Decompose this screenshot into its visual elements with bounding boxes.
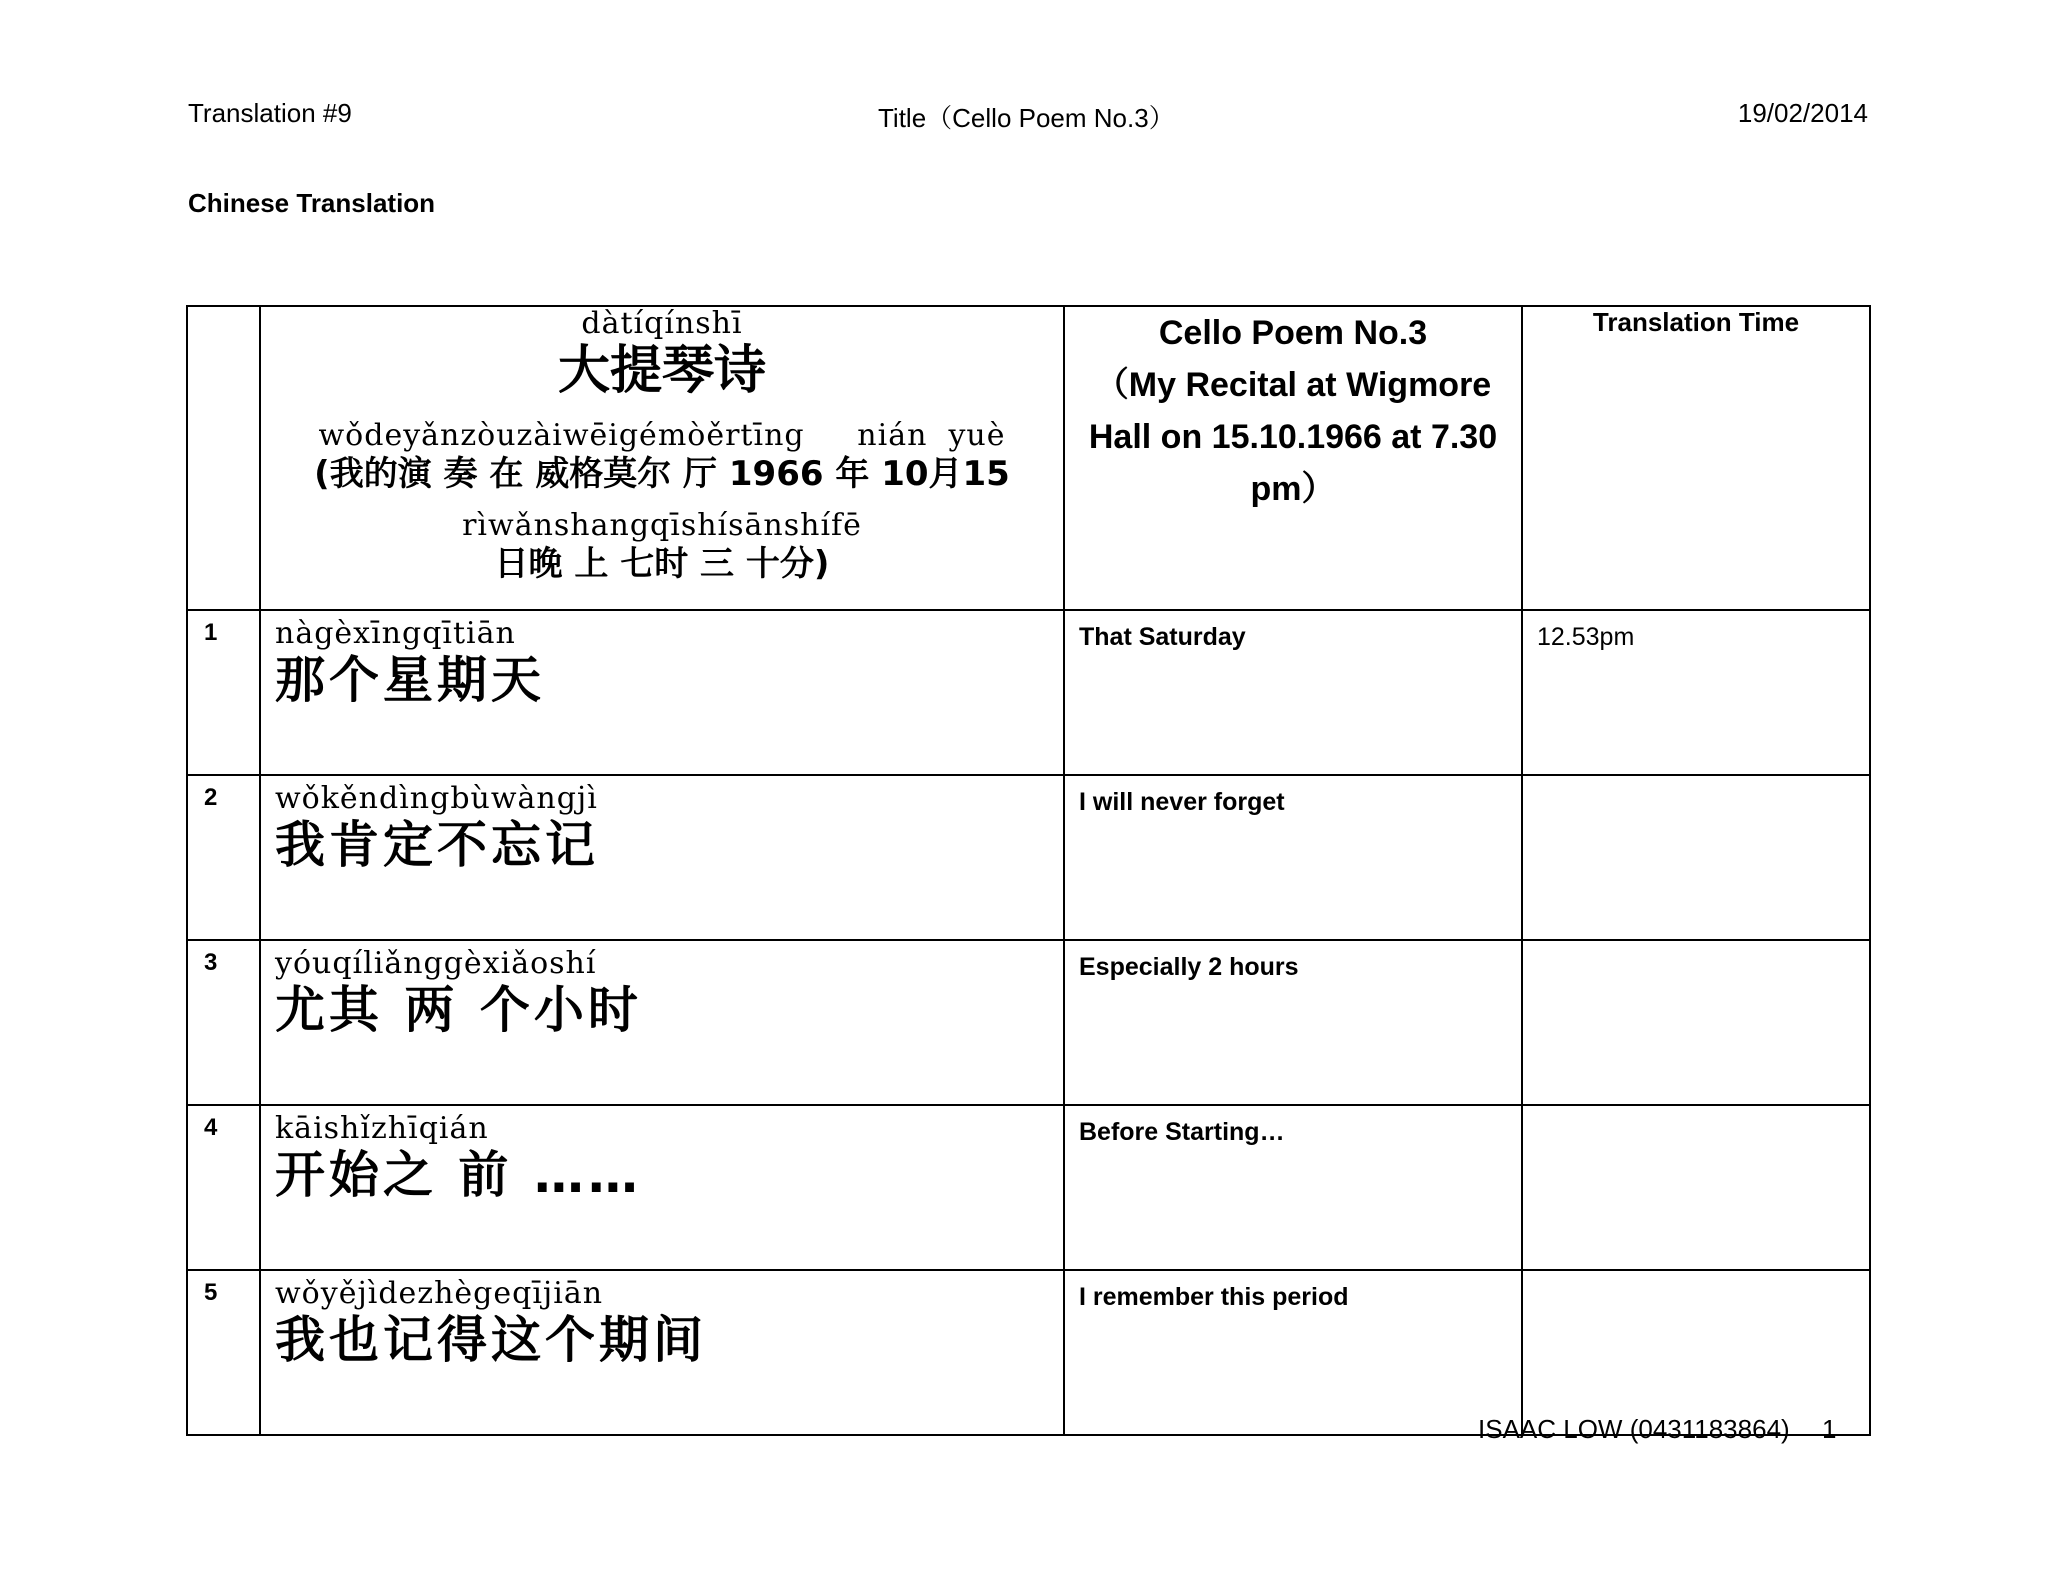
row-time [1522,1105,1870,1270]
title-chinese: 大提琴诗 [557,341,766,401]
row-chinese-cell [260,775,1064,940]
header-english-cell [1064,306,1522,610]
header-title: Title（Cello Poem No.3） [878,103,1175,133]
section-subtitle: Chinese Translation [188,188,436,218]
header-chinese-cell [260,306,1064,610]
row-pinyin: wǒyějìdezhègeqījiān [275,1276,604,1311]
subtitle-pinyin-2: rìwǎnshangqīshísānshífē [462,508,862,543]
row-pinyin: nàgèxīngqītiān [275,616,516,651]
row-number: 2 [187,775,260,940]
row-time: 12.53pm [1522,610,1870,775]
title-pinyin: dàtíqínshī [581,306,743,341]
row-english: Before Starting… [1064,1105,1522,1270]
table-header-row [187,306,1870,610]
row-number: 4 [187,1105,260,1270]
row-pinyin: kāishǐzhīqián [275,1111,489,1146]
english-subtitle: （My Recital at Wigmore Hall on 15.10.1966 at 7.30 pm） [1088,366,1498,508]
row-chinese-cell [260,940,1064,1105]
row-pinyin: yóuqíliǎnggèxiǎoshí [275,946,597,981]
row-chinese: 我也记得这个期间 [275,1311,707,1369]
header-date: 19/02/2014 [1737,98,1868,128]
row-time [1522,940,1870,1105]
row-number: 1 [187,610,260,775]
row-pinyin: wǒkěndìngbùwàngjì [275,781,598,816]
row-english: I remember this period [1064,1270,1522,1435]
row-chinese: 尤其 两 个小时 [275,981,642,1039]
header-left: Translation #9 [188,98,352,128]
row-english: Especially 2 hours [1064,940,1522,1105]
row-time [1522,775,1870,940]
row-chinese: 我肯定不忘记 [275,816,599,874]
row-chinese-cell [260,1105,1064,1270]
table-row [187,610,1870,775]
footer-author: ISAAC LOW (0431183864) [1478,1414,1790,1444]
row-english: That Saturday [1064,610,1522,775]
table-row [187,775,1870,940]
header-time-cell: Translation Time [1522,306,1870,610]
table-row [187,1270,1870,1435]
row-chinese: 开始之 前 …… [275,1146,642,1204]
row-chinese-cell [260,610,1064,775]
english-title: Cello Poem No.3 [1158,314,1428,352]
table-row [187,940,1870,1105]
row-number: 5 [187,1270,260,1435]
table-row [187,1105,1870,1270]
subtitle-chinese-2: 日晚 上 七时 三 十分) [494,544,830,584]
row-time [1522,1270,1870,1435]
subtitle-pinyin-1: wǒdeyǎnzòuzàiwēigémòěrtīng nián yuè [318,418,1006,453]
row-chinese-cell [260,1270,1064,1435]
page-number: 1 [1822,1414,1837,1444]
row-english: I will never forget [1064,775,1522,940]
subtitle-chinese-1: (我的演 奏 在 威格莫尔 厅 1966 年 10月15 [314,454,1010,494]
row-number: 3 [187,940,260,1105]
translation-table [186,305,1871,1436]
row-chinese: 那个星期天 [275,651,545,709]
header-num-cell [187,306,260,610]
